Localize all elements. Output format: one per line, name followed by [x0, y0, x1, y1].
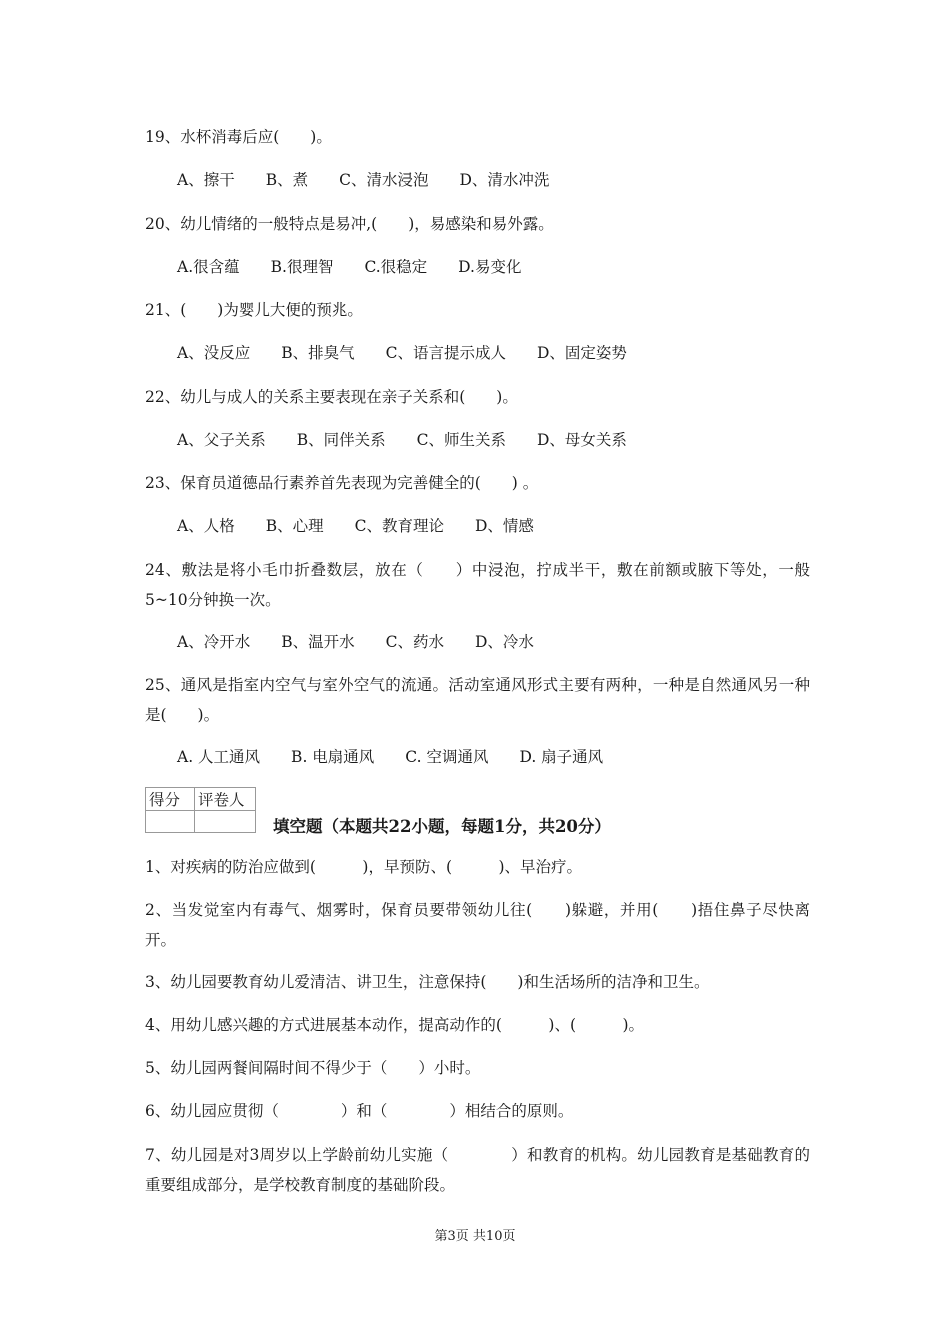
fill-question-6: 6、幼儿园应贯彻（ ）和（ ）相结合的原则。: [145, 1102, 574, 1120]
question-22: 22、幼儿与成人的关系主要表现在亲子关系和( )。: [145, 388, 518, 406]
score-cell: [146, 811, 195, 833]
question-24-options: A、冷开水 B、温开水 C、药水 D、冷水: [177, 633, 534, 651]
question-19-options: A、擦干 B、煮 C、清水浸泡 D、清水冲洗: [177, 171, 550, 189]
fill-question-1: 1、对疾病的防治应做到( )，早预防、( )、早治疗。: [145, 858, 583, 876]
question-20: 20、幼儿情绪的一般特点是易冲,( )，易感染和易外露。: [145, 215, 554, 233]
question-23-options: A、人格 B、心理 C、教育理论 D、情感: [177, 517, 534, 535]
fill-question-2: 2、当发觉室内有毒气、烟雾时，保育员要带领幼儿往( )躲避，并用( )捂住鼻子尽快离开。: [145, 901, 810, 949]
page-footer: 第3页 共10页: [434, 1229, 516, 1244]
question-19: 19、水杯消毒后应( )。: [145, 128, 332, 146]
fill-question-7: 7、幼儿园是对3周岁以上学龄前幼儿实施（ ）和教育的机构。幼儿园教育是基础教育的重要组成部分，是学校教育制度的基础阶段。: [145, 1146, 810, 1194]
question-21-options: A、没反应 B、排臭气 C、语言提示成人 D、固定姿势: [177, 344, 627, 362]
score-header: 得分: [146, 788, 195, 811]
score-table: [145, 787, 256, 833]
question-25: 25、通风是指室内空气与室外空气的流通。活动室通风形式主要有两种，一种是自然通风另一种是( )。: [145, 676, 810, 724]
question-23: 23、保育员道德品行素养首先表现为完善健全的( ) 。: [145, 474, 539, 492]
section-title: 填空题（本题共22小题，每题1分，共20分）: [273, 817, 611, 836]
fill-question-4: 4、用幼儿感兴趣的方式进展基本动作，提高动作的( )、( )。: [145, 1016, 645, 1034]
grader-cell: [195, 811, 256, 833]
question-25-options: A. 人工通风 B. 电扇通风 C. 空调通风 D. 扇子通风: [177, 748, 604, 766]
question-20-options: A.很含蕴 B.很理智 C.很稳定 D.易变化: [177, 258, 522, 276]
fill-question-5: 5、幼儿园两餐间隔时间不得少于（ ）小时。: [145, 1059, 481, 1077]
question-21: 21、( )为婴儿大便的预兆。: [145, 301, 363, 319]
fill-question-3: 3、幼儿园要教育幼儿爱清洁、讲卫生，注意保持( )和生活场所的洁净和卫生。: [145, 973, 710, 991]
question-22-options: A、父子关系 B、同伴关系 C、师生关系 D、母女关系: [177, 431, 627, 449]
grader-header: 评卷人: [195, 788, 256, 811]
question-24: 24、敷法是将小毛巾折叠数层，放在（ ）中浸泡，拧成半干，敷在前额或腋下等处，一般5~10分钟换一次。: [145, 561, 810, 609]
